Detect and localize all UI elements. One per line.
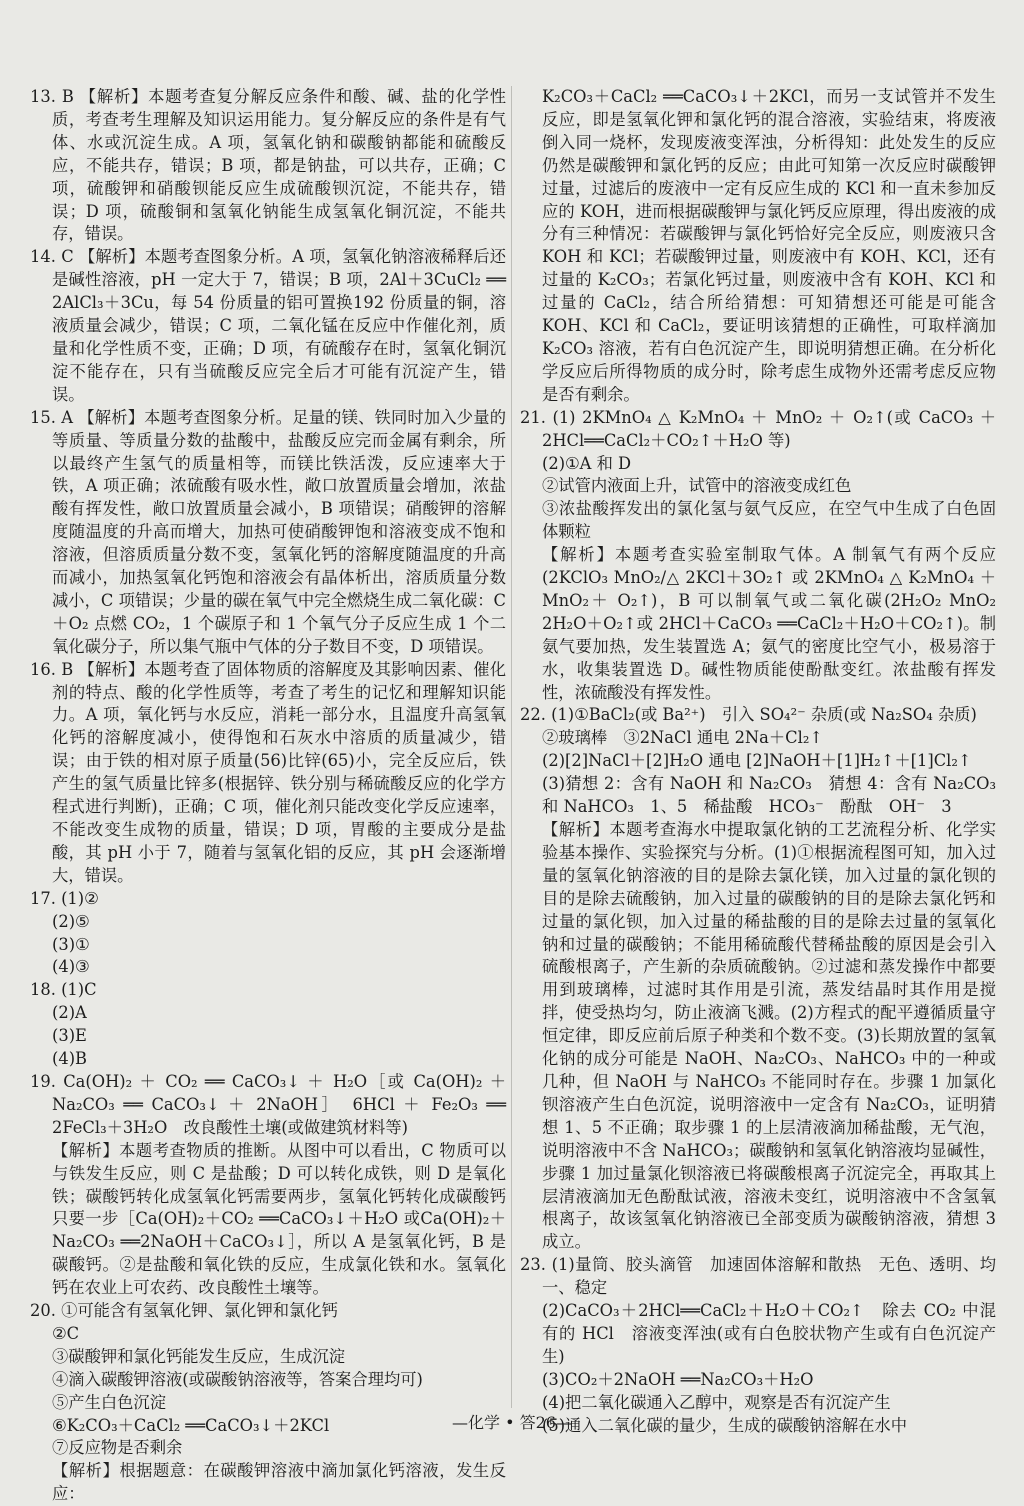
page-footer: —化学 • 答26— — [452, 1413, 572, 1432]
left-paragraph: ⑦反应物是否剩余 — [52, 1438, 183, 1458]
right-paragraph: (3)猜想 2：含有 NaOH 和 Na₂CO₃ 猜想 4：含有 Na₂CO₃ 和 NaHCO₃ 1、5 稀盐酸 HCO₃⁻ 酚酞 OH⁻ 3 — [542, 774, 996, 817]
left-paragraph: 16. B 【解析】本题考查了固体物质的溶解度及其影响因素、催化剂的特点、酸的化学性质等，考查了考生的记忆和理解知识能力。A 项，氧化钙与水反应，消耗一部分水，且温度升高氢氧化钙的溶解度减小，使得饱和石灰水中溶质的质量减少，错误；由于铁的相对原子质量(56)比锌(65)小，完全反应后，铁产生的氢气质量比锌多(根据锌、铁分别与稀硫酸反应的化学方程式进行判断)，正确；C 项，催化剂只能改变化学反应速率，不能改变生成物的质量，错误；D 项，胃酸的主要成分是盐酸，其 pH 小于 7，随着与氢氧化铝的反应，其 pH 会逐渐增大，错误。 — [30, 659, 506, 885]
left-paragraph: 14. C 【解析】本题考查图象分析。A 项，氢氧化钠溶液稀释后还是碱性溶液，pH 一定大于 7，错误；B 项，2Al＋3CuCl₂ ══ 2AlCl₃＋3Cu，每 54 份质量的铝可置换192 份质量的铜，溶液质量会减少，错误；C 项，二氧化锰在反应中作催化剂，质量和化学性质不变，正确；D 项，有硫酸存在时，氢氧化铜沉淀不能存在，只有当硫酸反应完全后才可能有沉淀产生，错误。 — [30, 247, 506, 404]
right-paragraph: ②试管内液面上升，试管中的溶液变成红色 — [542, 476, 852, 496]
left-paragraph: (4)B — [52, 1049, 88, 1069]
right-paragraph: 【解析】本题考查实验室制取气体。A 制氧气有两个反应(2KClO₃ MnO₂/△ 2KCl＋3O₂↑ 或 2KMnO₄ △ K₂MnO₄ ＋ MnO₂＋ O₂↑)，B 可以制氧气或二氧化碳(2H₂O₂ MnO₂ 2H₂O＋O₂↑或 2HCl＋CaCO₃ ══CaCl₂＋H₂O＋CO₂↑)。制氨气要加热，发生装置选 A；氨气的密度比空气小，极易溶于水，收集装置选 D。碱性物质能使酚酞变红。浓盐酸有挥发性，浓硫酸没有挥发性。 — [542, 545, 996, 702]
right-paragraph: (2)CaCO₃＋2HCl══CaCl₂＋H₂O＋CO₂↑ 除去 CO₂ 中混有的 HCl 溶液变浑浊(或有白色胶状物产生或有白色沉淀产生) — [542, 1301, 996, 1366]
right-paragraph: 【解析】本题考查海水中提取氯化钠的工艺流程分析、化学实验基本操作、实验探究与分析。(1)①根据流程图可知，加入过量的氢氧化钠溶液的目的是除去氯化镁，加入过量的氯化钡的目的是除去硫酸钠，加入过量的碳酸钠的目的是除去氯化钙和过量的氯化钡，加入过量的稀盐酸的目的是除去过量的氢氧化钠和过量的碳酸钠；不能用稀硫酸代替稀盐酸的原因是会引入硫酸根离子，产生新的杂质硫酸钠。②过滤和蒸发操作中都要用到玻璃棒，过滤时其作用是引流，蒸发结晶时其作用是搅拌，使受热均匀，防止液滴飞溅。(2)方程式的配平遵循质量守恒定律，即反应前后原子种类和个数不变。(3)长期放置的氢氧化钠的成分可能是 NaOH、Na₂CO₃、NaHCO₃ 中的一种或几种，但 NaOH 与 NaHCO₃ 不能同时存在。步骤 1 加氯化钡溶液产生白色沉淀，说明溶液中一定含有 Na₂CO₃，证明猜想 1、5 不正确；取步骤 1 的上层清液滴加稀盐酸，无气泡，说明溶液中不含 NaHCO₃；碳酸钠和氢氧化钠溶液均显碱性，步骤 1 加过量氯化钡溶液已将碳酸根离子沉淀完全，再取其上层清液滴加无色酚酞试液，溶液未变红，说明溶液中不含氢氧根离子，故该氢氧化钠溶液已全部变质为碳酸钠溶液，猜想 3 成立。 — [542, 820, 996, 1252]
left-paragraph: 【解析】根据题意：在碳酸钾溶液中滴加氯化钙溶液，发生反应： — [52, 1461, 506, 1504]
left-paragraph: 20. ①可能含有氢氧化钾、氯化钾和氯化钙 — [30, 1301, 338, 1321]
right-paragraph: (2)①A 和 D — [542, 453, 632, 473]
right-paragraph: (3)CO₂＋2NaOH ══Na₂CO₃＋H₂O — [542, 1369, 814, 1389]
left-paragraph: (4)③ — [52, 957, 90, 977]
left-paragraph: 【解析】本题考查物质的推断。从图中可以看出，C 物质可以与铁发生反应，则 C 是盐酸；D 可以转化成铁，则 D 是氧化铁；碳酸钙转化成氢氧化钙需要两步，氢氧化钙转化成碳酸钙只要一步［Ca(OH)₂＋CO₂ ══CaCO₃↓＋H₂O 或Ca(OH)₂＋Na₂CO₃ ══2NaOH＋CaCO₃↓］，所以 A 是氢氧化钙，B 是碳酸钙。②是盐酸和氧化铁的反应，生成氯化铁和水。氢氧化钙在农业上可农药、改良酸性土壤等。 — [52, 1140, 506, 1298]
left-paragraph: 17. (1)② — [30, 888, 99, 908]
left-paragraph: 19. Ca(OH)₂ ＋ CO₂ ══ CaCO₃↓ ＋ H₂O［或 Ca(OH)₂ ＋ Na₂CO₃ ══ CaCO₃↓ ＋ 2NaOH］ 6HCl ＋ Fe₂O₃ ══ 2FeCl₃＋3H₂O 改良酸性土壤(或做建筑材料等) — [30, 1071, 506, 1137]
right-paragraph: 22. (1)①BaCl₂(或 Ba²⁺) 引入 SO₄²⁻ 杂质(或 Na₂SO₄ 杂质) — [520, 705, 977, 725]
right-paragraph: 21. (1) 2KMnO₄ △ K₂MnO₄ ＋ MnO₂ ＋ O₂↑(或 CaCO₃ ＋ 2HCl══CaCl₂＋CO₂↑＋H₂O 等) — [520, 407, 996, 450]
left-paragraph: 13. B 【解析】本题考查复分解反应条件和酸、碱、盐的化学性质，考查考生理解及知识运用能力。复分解反应的条件是有气体、水或沉淀生成。A 项，氢氧化钠和碳酸钠都能和硫酸反应，不能共存，错误；B 项，都是钠盐，可以共存，正确；C 项，硫酸钾和硝酸钡能反应生成硫酸钡沉淀，不能共存，错误；D 项，硫酸铜和氢氧化钠能生成氢氧化铜沉淀，不能共存，错误。 — [30, 87, 506, 244]
right-paragraph: K₂CO₃＋CaCl₂ ══CaCO₃↓＋2KCl，而另一支试管并不发生反应，即是氢氧化钾和氯化钙的混合溶液，实验结束，将废液倒入同一烧杯，发现废液变浑浊，分析得知：此处发生的反应仍然是碳酸钾和氯化钙的反应；由此可知第一次反应时碳酸钾过量，过滤后的废液中一定有反应生成的 KCl 和一直未参加反应的 KOH，进而根据碳酸钾与氯化钙反应原理，得出废液的成分有三种情况：若碳酸钾与氯化钙恰好完全反应，则废液只含 KOH 和 KCl；若碳酸钾过量，则废液中有 KOH、KCl，还有过量的 K₂CO₃；若氯化钙过量，则废液中含有 KOH、KCl 和过量的 CaCl₂，结合所给猜想：可知猜想还可能是可能含 KOH、KCl 和 CaCl₂，要证明该猜想的正确性，可取样滴加 K₂CO₃ 溶液，若有白色沉淀产生，即说明猜想正确。在分析化学反应后所得物质的成分时，除考虑生成物外还需考虑反应物是否有剩余。 — [542, 87, 996, 404]
right-paragraph: (2)[2]NaCl＋[2]H₂O 通电 [2]NaOH＋[1]H₂↑＋[1]Cl₂↑ — [542, 751, 972, 771]
right-paragraph: ③浓盐酸挥发出的氯化氢与氨气反应，在空气中生成了白色固体颗粒 — [542, 499, 996, 542]
left-paragraph: (2)A — [52, 1003, 87, 1023]
left-paragraph: ⑥K₂CO₃＋CaCl₂ ══CaCO₃↓＋2KCl — [52, 1415, 330, 1435]
left-column — [30, 86, 506, 1506]
right-paragraph: 23. (1)量筒、胶头滴管 加速固体溶解和散热 无色、透明、均一、稳定 — [520, 1255, 996, 1298]
left-paragraph: (3)E — [52, 1026, 87, 1046]
column-divider — [511, 86, 512, 1408]
right-paragraph: (4)把二氧化碳通入乙醇中，观察是否有沉淀产生 — [542, 1392, 891, 1412]
left-paragraph: 18. (1)C — [30, 980, 97, 1000]
right-paragraph: (5)通入二氧化碳的量少，生成的碳酸钠溶解在水中 — [542, 1415, 907, 1435]
right-paragraph: ②玻璃棒 ③2NaCl 通电 2Na＋Cl₂↑ — [542, 728, 824, 748]
left-paragraph: ④滴入碳酸钾溶液(或碳酸钠溶液等，答案合理均可) — [52, 1369, 423, 1389]
left-paragraph: ⑤产生白色沉淀 — [52, 1392, 166, 1412]
left-paragraph: 15. A 【解析】本题考查图象分析。足量的镁、铁同时加入少量的等质量、等质量分数的盐酸中，盐酸反应完而金属有剩余，所以最终产生氢气的质量相等，而镁比铁活泼，反应速率大于铁，A 项正确；浓硫酸有吸水性，敞口放置质量会增加，浓盐酸有挥发性，敞口放置质量会减小，B 项错误；硝酸钾的溶解度随温度的升高而增大，加热可使硝酸钾饱和溶液变成不饱和溶液，但溶质质量分数不变，氢氧化钙的溶解度随温度的升高而减小，加热氢氧化钙饱和溶液会有晶体析出，溶质质量分数减小，C 项错误；少量的碳在氧气中完全燃烧生成二氧化碳：C＋O₂ 点燃 CO₂，1 个碳原子和 1 个氧气分子反应生成 1 个二氧化碳分子，所以集气瓶中气体的分子数目不变，D 项错误。 — [30, 407, 506, 656]
left-paragraph: (3)① — [52, 934, 90, 954]
right-column — [520, 86, 996, 1437]
left-paragraph: ②C — [52, 1323, 80, 1343]
left-paragraph: ③碳酸钾和氯化钙能发生反应，生成沉淀 — [52, 1346, 346, 1366]
left-paragraph: (2)⑤ — [52, 911, 90, 931]
